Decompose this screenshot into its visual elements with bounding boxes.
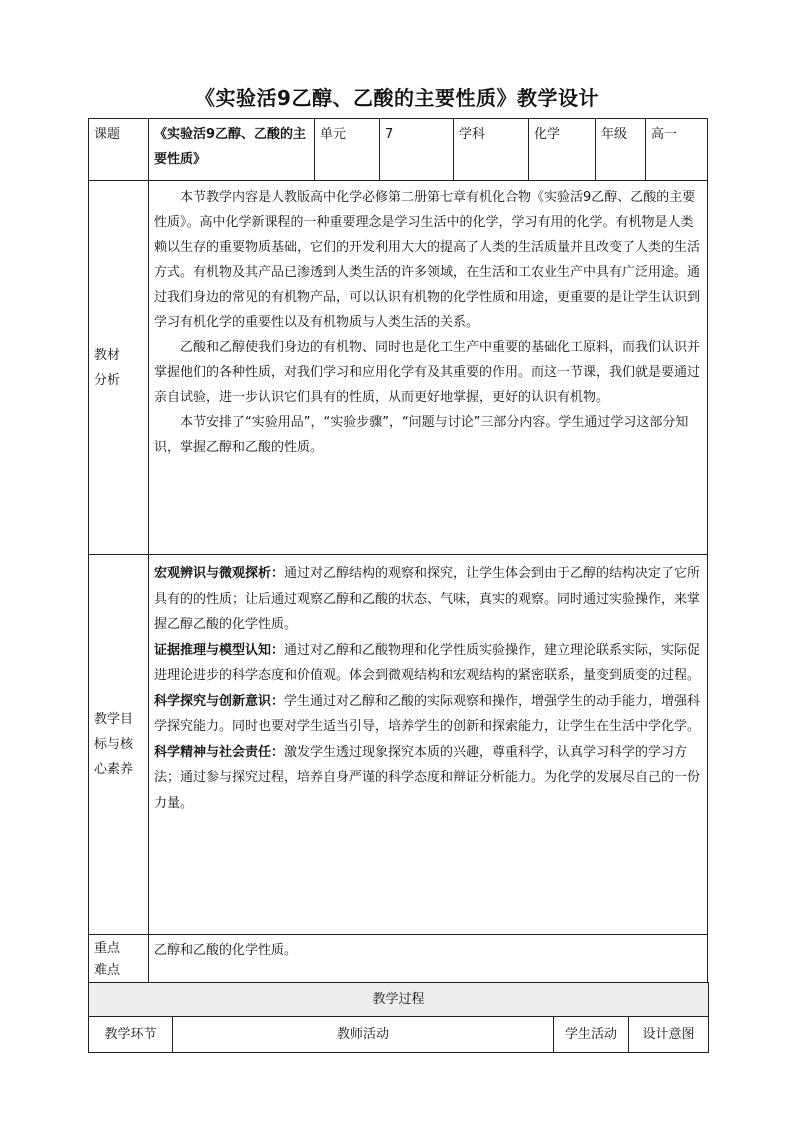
analysis-paragraph: 本节教学内容是人教版高中化学必修第二册第七章有机化合物《实验活9乙醇、乙酸的主要性质》。高中化学新课程的一种重要理念是学习生活中的化学，学习有用的化学。有机物是人类赖以生存的重要物质基础，它们的开发利用大大的提高了人类的生活质量并且改变了人类的生活方式。有机物及其产品已渗透到人类生活的许多领域，在生活和工农业生产中具有广泛用途。通过我们身边的常见的有机物产品，可以认识有机物的化学性质和用途，更重要的是让学生认识到学习有机化学的重要性以及有机物质与人类生活的关系。 <box>154 190 701 330</box>
goal-item-text: 通过对乙醇和乙酸物理和化学性质实验操作，建立理论联系实际，实际促进理论进步的科学态度和价值观。体会到微观结构和宏观结构的紧密联系，量变到质变的过程。 <box>154 642 701 683</box>
process-column-header: 教学环节 <box>89 1017 173 1053</box>
goals-row <box>89 555 708 935</box>
analysis-label-line: 分析 <box>94 372 121 388</box>
grade-value: 高一 <box>646 119 708 181</box>
goal-item-text: 通过对乙醇结构的观察和探究，让学生体会到由于乙醇的结构决定了它所具有的的性质；让后通过观察乙醇和乙酸的状态、气味，真实的观察。同时通过实验操作，来掌握乙醇乙酸的化学性质。 <box>154 566 701 632</box>
analysis-label-line: 教材 <box>94 347 121 363</box>
goals-content <box>149 555 708 935</box>
process-header-row <box>89 1017 709 1053</box>
goal-item-lead: 证据推理与模型认知： <box>154 642 285 658</box>
subject-value: 化学 <box>529 119 596 181</box>
process-title: 教学过程 <box>89 983 709 1017</box>
key-points-content: 乙醇和乙酸的化学性质。 <box>149 935 708 986</box>
key-points-label-line: 难点 <box>94 963 121 978</box>
process-column-header: 教师活动 <box>173 1017 554 1053</box>
unit-label: 单元 <box>315 119 380 181</box>
analysis-label <box>89 181 149 555</box>
goal-item <box>154 740 702 817</box>
analysis-row <box>89 181 708 555</box>
key-points-row <box>89 935 708 986</box>
header-row <box>89 119 708 181</box>
teaching-process-table <box>88 982 709 1053</box>
goal-item-text: 学生通过对乙醇和乙酸的实际观察和操作，增强学生的动手能力，增强科学探究能力。同时也要对学生适当引导，培养学生的创新和探索能力，让学生在生活中学化学。 <box>154 693 701 734</box>
key-points-label <box>89 935 149 986</box>
goals-label-line: 心素养 <box>94 762 134 777</box>
analysis-paragraph: 本节安排了“实验用品”，“实验步骤”，“问题与讨论”三部分内容。学生通过学习这部分知识，掌握乙醇和乙酸的性质。 <box>154 415 689 455</box>
goal-item-text: 激发学生透过现象探究本质的兴趣，尊重科学，认真学习科学的学习方法；通过参与探究过程，培养自身严谨的科学态度和辩证分析能力。为化学的发展尽自己的一份力量。 <box>154 744 701 811</box>
goal-item-lead: 科学精神与社会责任： <box>154 744 285 760</box>
topic-label: 课题 <box>89 119 149 181</box>
page-title: 《实验活9乙醇、乙酸的主要性质》教学设计 <box>195 86 599 110</box>
goal-item-lead: 宏观辨识与微观探析： <box>154 566 285 581</box>
goal-item-lead: 科学探究与创新意识： <box>154 693 285 709</box>
goal-item <box>154 689 702 740</box>
process-column-header: 设计意图 <box>629 1017 709 1053</box>
analysis-paragraph: 乙酸和乙醇使我们身边的有机物、同时也是化工生产中重要的基础化工原料，而我们认识并掌握他们的各种性质，对我们学习和应用化学有及其重要的作用。而这一节课，我们就是要通过亲自试验，进一步认识它们具有的性质，从而更好地掌握，更好的认识有机物。 <box>154 340 701 405</box>
process-column-header: 学生活动 <box>554 1017 629 1053</box>
subject-label: 学科 <box>454 119 529 181</box>
unit-value: 7 <box>380 119 454 181</box>
process-title-row <box>89 983 709 1017</box>
goal-item <box>154 638 702 689</box>
goals-label <box>89 555 149 935</box>
key-points-label-line: 重点 <box>94 941 121 956</box>
analysis-content <box>149 181 708 555</box>
lesson-design-table <box>88 118 708 986</box>
goals-label-line: 标与核 <box>94 737 134 752</box>
topic-value: 《实验活9乙醇、乙酸的主要性质》 <box>149 119 315 181</box>
goals-label-line: 教学目 <box>94 712 134 727</box>
grade-label: 年级 <box>596 119 646 181</box>
goal-item <box>154 561 702 638</box>
